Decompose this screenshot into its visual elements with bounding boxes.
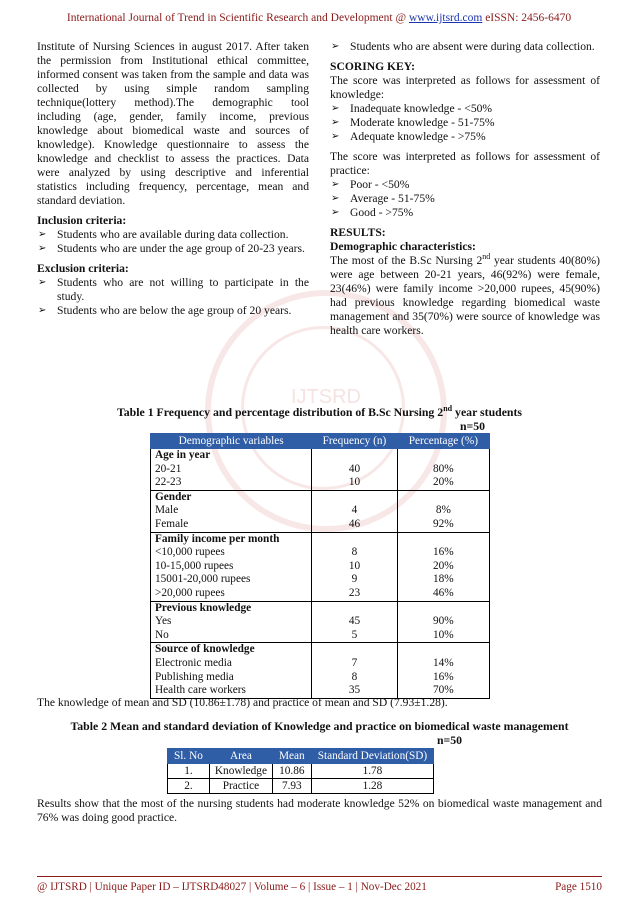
- page-number: Page 1510: [555, 881, 602, 893]
- table-cell: 8%: [397, 504, 489, 518]
- table-cell: 7: [351, 656, 358, 669]
- journal-eissn: eISSN: 2456-6470: [485, 12, 572, 24]
- table-cell: 10%: [397, 629, 489, 643]
- journal-header: [0, 12, 638, 24]
- table-row: [151, 629, 490, 643]
- table-row: [151, 504, 490, 518]
- table-cell: 46%: [397, 587, 489, 601]
- table-cell: >20,000 rupees: [151, 587, 312, 601]
- table-row: [151, 657, 490, 671]
- table-cell: 70%: [397, 684, 489, 698]
- table-cell: [397, 490, 489, 504]
- page-footer: [37, 881, 602, 893]
- exclusion-heading: Exclusion criteria:: [37, 262, 129, 275]
- caption-text: year students: [452, 405, 523, 419]
- knowledge-intro: The score was interpreted as follows for assessment of knowledge:: [330, 74, 600, 101]
- inclusion-heading: Inclusion criteria:: [37, 214, 127, 227]
- table-cell: 46: [348, 517, 361, 530]
- demographic-text: year students 40(80%) were age between 20-21 years, 46(92%) were female, 23(46%) were family income >20,000 rupees, 45(90%) had previous knowledge regarding biomedical waste management and 35(70%) were source of knowledge was health care workers.: [330, 254, 601, 337]
- group-label: Previous knowledge: [151, 601, 312, 615]
- column-header: Mean: [272, 749, 311, 764]
- table-cell: [312, 532, 397, 546]
- table-cell: [312, 601, 397, 615]
- table-cell: 8: [351, 670, 358, 683]
- list-item: ➢ Students who are under the age group of 20-23 years.: [37, 242, 309, 256]
- table-cell: [397, 601, 489, 615]
- table-cell: [397, 449, 489, 463]
- table-cell: 1.: [168, 764, 210, 779]
- results-heading: RESULTS:: [330, 226, 386, 239]
- group-label: Family income per month: [151, 532, 312, 546]
- right-column: [330, 40, 600, 338]
- table-cell: Practice: [209, 779, 272, 794]
- footer-citation: @ IJTSRD | Unique Paper ID – IJTSRD48027 | Volume – 6 | Issue – 1 | Nov-Dec 2021: [37, 881, 427, 893]
- column-header: Sl. No: [168, 749, 210, 764]
- list-item: ➢ Students who are absent were during data collection.: [330, 40, 600, 54]
- practice-intro: The score was interpreted as follows for assessment of practice:: [330, 150, 600, 177]
- journal-url-link[interactable]: www.ijtsrd.com: [408, 12, 483, 24]
- table-cell: 2.: [168, 779, 210, 794]
- table-cell: [312, 490, 397, 504]
- table-cell: [397, 532, 489, 546]
- list-item: ➢ Students who are available during data collection.: [37, 228, 309, 242]
- table-cell: 92%: [397, 518, 489, 532]
- table-cell: Publishing media: [151, 671, 312, 685]
- column-header: Frequency (n): [312, 434, 397, 449]
- exclusion-list-continued: [330, 40, 600, 54]
- demographic-paragraph: [330, 254, 600, 338]
- group-label: Age in year: [151, 449, 312, 463]
- table-cell: Electronic media: [151, 657, 312, 671]
- table-cell: 35: [312, 684, 397, 698]
- demographic-heading: Demographic characteristics:: [330, 240, 476, 253]
- demographic-text: The most of the B.Sc Nursing 2: [330, 254, 483, 267]
- watermark-text: IJTSRD: [291, 386, 361, 408]
- table-cell: 16%: [397, 546, 489, 560]
- table-group-row: [151, 532, 490, 546]
- left-column: [37, 40, 309, 318]
- table1-n-label: n=50: [460, 419, 486, 433]
- table-row: [151, 671, 490, 685]
- table-cell: 10.86: [272, 764, 311, 779]
- table-row: [151, 615, 490, 629]
- table-group-row: [151, 449, 490, 463]
- table-cell: 22-23: [151, 476, 312, 490]
- demographic-table: [150, 433, 490, 699]
- table-group-row: [151, 643, 490, 657]
- knowledge-levels-list: [330, 102, 600, 144]
- table-cell: Yes: [151, 615, 312, 629]
- table-cell: [312, 643, 397, 657]
- table-cell: Knowledge: [209, 764, 272, 779]
- table-cell: [397, 643, 489, 657]
- caption-text: Table 1 Frequency and percentage distribution of B.Sc Nursing 2: [116, 405, 444, 419]
- list-item: ➢ Students who are not willing to participate in the study.: [37, 276, 309, 304]
- column-header: Standard Deviation(SD): [311, 749, 434, 764]
- group-label: Gender: [151, 490, 312, 504]
- table-row: [151, 587, 490, 601]
- table-cell: 7.93: [272, 779, 311, 794]
- list-item: ➢ Moderate knowledge - 51-75%: [330, 116, 600, 130]
- methods-paragraph: Institute of Nursing Sciences in august 2017. After taken the permission from Institutional ethical committee, informed consent was taken from the sample and data was collected by using simple random sampling technique(lottery method).The demographic tool including (age, gender, family income, previous knowledge about biomedical waste and sources of knowledge). Knowledge questionnaire to assess the knowledge and checklist to assess the practices. Data were analyzed by using descriptive and inferential statistics including frequency, percentage, mean and standard deviation.: [37, 40, 309, 207]
- journal-name: International Journal of Trend in Scientific Research and Development @: [66, 12, 407, 24]
- mean-sd-table: [167, 748, 434, 794]
- table-row: [151, 573, 490, 587]
- scoring-heading: SCORING KEY:: [330, 60, 415, 73]
- list-item: ➢ Inadequate knowledge - <50%: [330, 102, 600, 116]
- column-header: Demographic variables: [151, 434, 312, 449]
- table-cell: 20%: [397, 560, 489, 574]
- exclusion-list: [37, 276, 309, 318]
- table-cell: Health care workers: [151, 684, 312, 698]
- table-cell: Female: [151, 518, 312, 532]
- list-item: ➢ Poor - <50%: [330, 178, 600, 192]
- table2-caption: Table 2 Mean and standard deviation of Knowledge and practice on biomedical waste management: [70, 719, 569, 733]
- table-cell: <10,000 rupees: [151, 546, 312, 560]
- table-row: [168, 764, 434, 779]
- inclusion-list: [37, 228, 309, 256]
- table-cell: 80%: [397, 463, 489, 477]
- table-group-row: [151, 601, 490, 615]
- table1-caption: [37, 405, 602, 420]
- table-cell: 14%: [397, 657, 489, 671]
- footer-divider: [37, 876, 602, 877]
- table-cell: 5: [351, 628, 358, 641]
- table-cell: No: [151, 629, 312, 643]
- practice-levels-list: [330, 178, 600, 220]
- table-cell: 4: [351, 504, 358, 517]
- results-paragraph: Results show that the most of the nursing students had moderate knowledge 52% on biomedical waste management and 76% was doing good practice.: [37, 797, 602, 824]
- table-cell: 8: [351, 546, 358, 559]
- table-cell: 20%: [397, 476, 489, 490]
- table-cell: 23: [348, 586, 361, 599]
- mean-sd-paragraph: The knowledge of mean and SD (10.86±1.78) and practice of mean and SD (7.93±1.28).: [37, 696, 448, 709]
- table-cell: 9: [351, 573, 358, 586]
- table-cell: 10: [348, 476, 361, 489]
- table-cell: 18%: [397, 573, 489, 587]
- list-item: ➢ Average - 51-75%: [330, 192, 600, 206]
- superscript: nd: [482, 252, 491, 262]
- table-cell: [312, 449, 397, 463]
- table2-n-label: n=50: [437, 733, 463, 747]
- table-group-row: [151, 490, 490, 504]
- table-cell: 90%: [397, 615, 489, 629]
- table-row: [168, 779, 434, 794]
- table-row: [151, 476, 490, 490]
- list-item: ➢ Adequate knowledge - >75%: [330, 130, 600, 144]
- table-cell: 10-15,000 rupees: [151, 560, 312, 574]
- table-cell: 40: [348, 462, 361, 475]
- table-row: [151, 546, 490, 560]
- column-header: Percentage (%): [397, 434, 489, 449]
- table-cell: 20-21: [151, 463, 312, 477]
- list-item: ➢ Students who are below the age group of 20 years.: [37, 304, 309, 318]
- table-cell: 45: [348, 615, 361, 628]
- list-item: ➢ Good - >75%: [330, 206, 600, 220]
- table-cell: 15001-20,000 rupees: [151, 573, 312, 587]
- table-row: [151, 518, 490, 532]
- superscript: nd: [443, 404, 453, 414]
- table-cell: 10: [348, 559, 361, 572]
- table-cell: Male: [151, 504, 312, 518]
- table-cell: 16%: [397, 671, 489, 685]
- table-row: [151, 463, 490, 477]
- group-label: Source of knowledge: [151, 643, 312, 657]
- table-cell: 1.28: [311, 779, 434, 794]
- column-header: Area: [209, 749, 272, 764]
- table-row: [151, 560, 490, 574]
- table-cell: 1.78: [311, 764, 434, 779]
